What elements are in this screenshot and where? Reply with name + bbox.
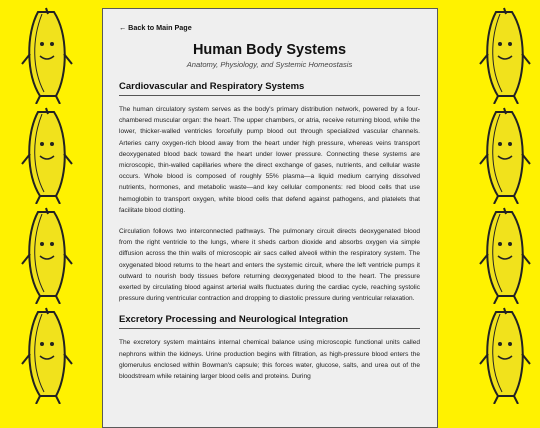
section-cardiovascular: [119, 81, 420, 304]
section-heading: Cardiovascular and Respiratory Systems: [119, 81, 420, 96]
banana-character-icon: [476, 4, 536, 104]
back-to-main-link[interactable]: ← Back to Main Page: [119, 23, 192, 32]
section-excretory: [119, 314, 420, 382]
page-title: Human Body Systems: [192, 42, 347, 58]
banana-character-icon: [476, 204, 536, 304]
banana-character-icon: [18, 304, 78, 404]
page-subtitle: Anatomy, Physiology, and Systemic Homeostasis: [186, 60, 353, 69]
paragraph: Circulation follows two interconnected pathways. The pulmonary circuit directs deoxygenated blood from the right ventricle to the lungs, where it sheds carbon dioxide and absorbs oxygen via simple diffusion across the thin walls of microscopic air sacs called alveoli within the respiratory system. The oxygenated blood returns to the heart and enters the systemic circuit, where the left ventricle pumps it outward to nourish body tissues before returning deoxygenated blood to the heart. The pressure exerted by circulating blood against arterial walls fluctuates during the cardiac cycle, reaching systolic pressure during ventricular contraction and dropping to diastolic pressure during ventricular relaxation.: [119, 228, 420, 303]
banana-character-icon: [18, 4, 78, 104]
paragraph: The excretory system maintains internal chemical balance using microscopic functional units called nephrons within the kidneys. Urine production begins with filtration, as high-pressure blood enters the glomerulus enclosed within Bowman's capsule; this forces water, glucose, salts, and urea out of the bloodstream while retaining larger blood cells and proteins. During: [119, 339, 420, 381]
banana-character-icon: [476, 304, 536, 404]
banana-character-icon: [18, 204, 78, 304]
section-heading: Excretory Processing and Neurological Integration: [119, 314, 420, 329]
banana-character-icon: [18, 104, 78, 204]
content-page: [102, 8, 438, 428]
banana-character-icon: [476, 104, 536, 204]
paragraph: The human circulatory system serves as the body's primary distribution network, powered by a four-chambered muscular organ: the heart. The upper chambers, or atria, receive returning blood, while the lower, thicker-walled ventricles forcefully pump blood out through specialized vascular channels. Arteries carry oxygen-rich blood away from the heart under high pressure, whereas veins transport deoxygenated blood back toward the heart under lower pressure. Connecting these systems are microscopic, thin-walled capillaries where the direct exchange of gases, nutrients, and cellular waste occurs. Whole blood is composed of roughly 55% plasma—a liquid medium carrying dissolved nutrients, hormones, and metabolic waste—and key cellular components: red blood cells that use hemoglobin to transport oxygen, white blood cells that defend against pathogens, and platelets that facilitate blood clotting.: [119, 106, 420, 214]
